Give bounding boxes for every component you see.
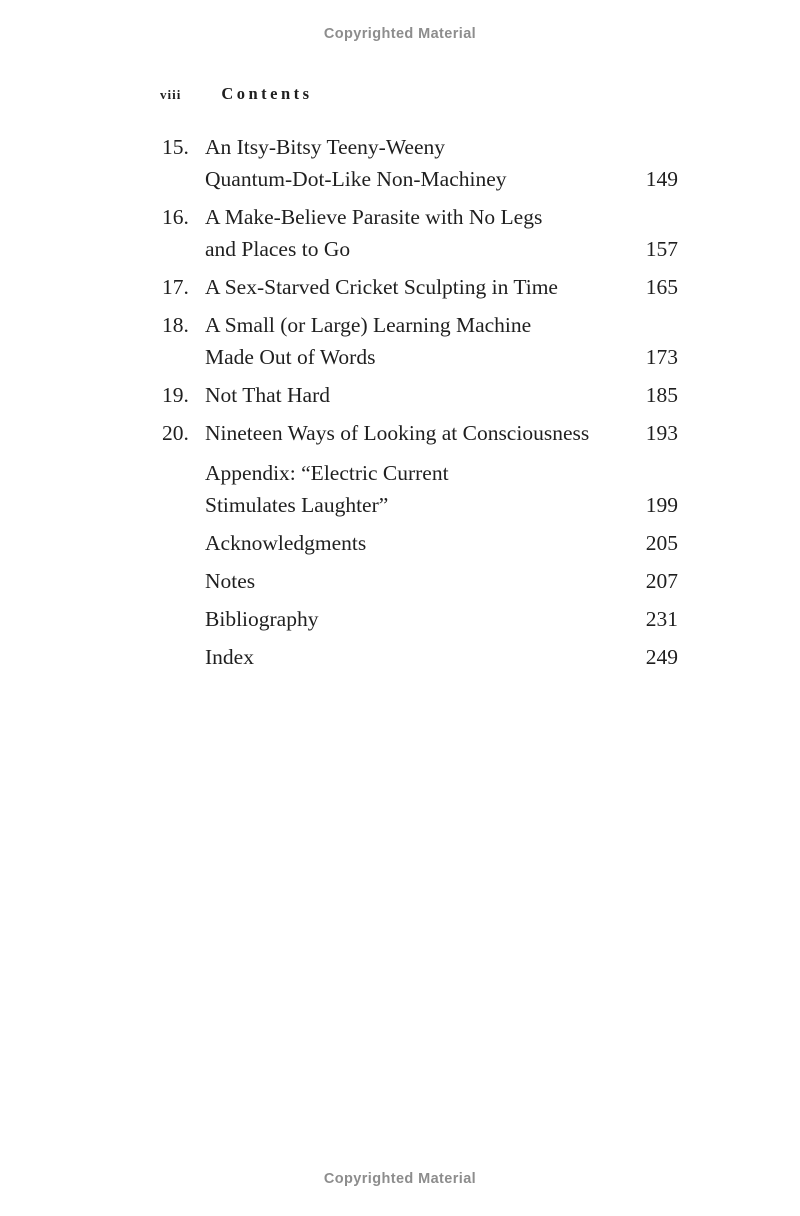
entry-title-line: Quantum-Dot-Like Non-Machiney bbox=[205, 167, 507, 191]
entry-title-line: Bibliography bbox=[205, 607, 319, 631]
entry-title bbox=[205, 565, 638, 597]
entry-title bbox=[205, 201, 638, 265]
entry-title-line: Made Out of Words bbox=[205, 345, 376, 369]
toc-entry bbox=[162, 309, 678, 373]
entry-title bbox=[205, 379, 638, 411]
toc-entry bbox=[162, 457, 678, 521]
chapter-number: 19. bbox=[162, 383, 189, 407]
entry-title-line: A Small (or Large) Learning Machine bbox=[205, 313, 532, 337]
chapter-number: 16. bbox=[162, 205, 189, 229]
chapter-list bbox=[162, 131, 678, 449]
entry-title-line: Index bbox=[205, 645, 254, 669]
entry-title bbox=[205, 131, 638, 195]
entry-title-line: Appendix: “Electric Current bbox=[205, 461, 449, 485]
entry-page-number: 173 bbox=[645, 345, 678, 369]
entry-page-number: 185 bbox=[645, 383, 678, 407]
entry-title bbox=[205, 527, 638, 559]
chapter-number: 17. bbox=[162, 275, 189, 299]
toc-entry bbox=[162, 271, 678, 303]
entry-page-number: 231 bbox=[645, 607, 678, 631]
entry-title bbox=[205, 457, 638, 521]
toc-entry bbox=[162, 565, 678, 597]
entry-title-line: Notes bbox=[205, 569, 256, 593]
folio-page-number: viii bbox=[160, 87, 182, 102]
entry-title bbox=[205, 641, 638, 673]
entry-title bbox=[205, 417, 638, 449]
toc-entry bbox=[162, 641, 678, 673]
entry-title-line: Stimulates Laughter” bbox=[205, 493, 389, 517]
entry-page-number: 249 bbox=[645, 645, 678, 669]
entry-title-line: Not That Hard bbox=[205, 383, 330, 407]
entry-page-number: 207 bbox=[645, 569, 678, 593]
contents-heading: Contents bbox=[221, 84, 313, 103]
entry-page-number: 149 bbox=[645, 167, 678, 191]
chapter-number: 15. bbox=[162, 135, 189, 159]
toc-entry bbox=[162, 603, 678, 635]
entry-title-line: A Make-Believe Parasite with No Legs bbox=[205, 205, 543, 229]
entry-page-number: 199 bbox=[645, 493, 678, 517]
entry-title-line: Acknowledgments bbox=[205, 531, 367, 555]
toc-entry bbox=[162, 527, 678, 559]
page-header bbox=[160, 84, 313, 104]
entry-title-line: Nineteen Ways of Looking at Consciousness bbox=[205, 421, 590, 445]
entry-title-line: A Sex-Starved Cricket Sculpting in Time bbox=[205, 275, 558, 299]
entry-title-line: An Itsy-Bitsy Teeny-Weeny bbox=[205, 135, 445, 159]
toc-entry bbox=[162, 131, 678, 195]
entry-title bbox=[205, 271, 638, 303]
back-matter-list bbox=[162, 457, 678, 673]
entry-title-line: and Places to Go bbox=[205, 237, 351, 261]
entry-page-number: 157 bbox=[645, 237, 678, 261]
toc-entry bbox=[162, 379, 678, 411]
entry-page-number: 205 bbox=[645, 531, 678, 555]
table-of-contents bbox=[162, 131, 678, 679]
toc-entry bbox=[162, 201, 678, 265]
toc-entry bbox=[162, 417, 678, 449]
entry-page-number: 193 bbox=[645, 421, 678, 445]
copyright-notice-top: Copyrighted Material bbox=[323, 26, 477, 42]
entry-title bbox=[205, 309, 638, 373]
entry-page-number: 165 bbox=[645, 275, 678, 299]
chapter-number: 20. bbox=[162, 421, 189, 445]
chapter-number: 18. bbox=[162, 313, 189, 337]
entry-title bbox=[205, 603, 638, 635]
copyright-notice-bottom: Copyrighted Material bbox=[323, 1171, 477, 1187]
